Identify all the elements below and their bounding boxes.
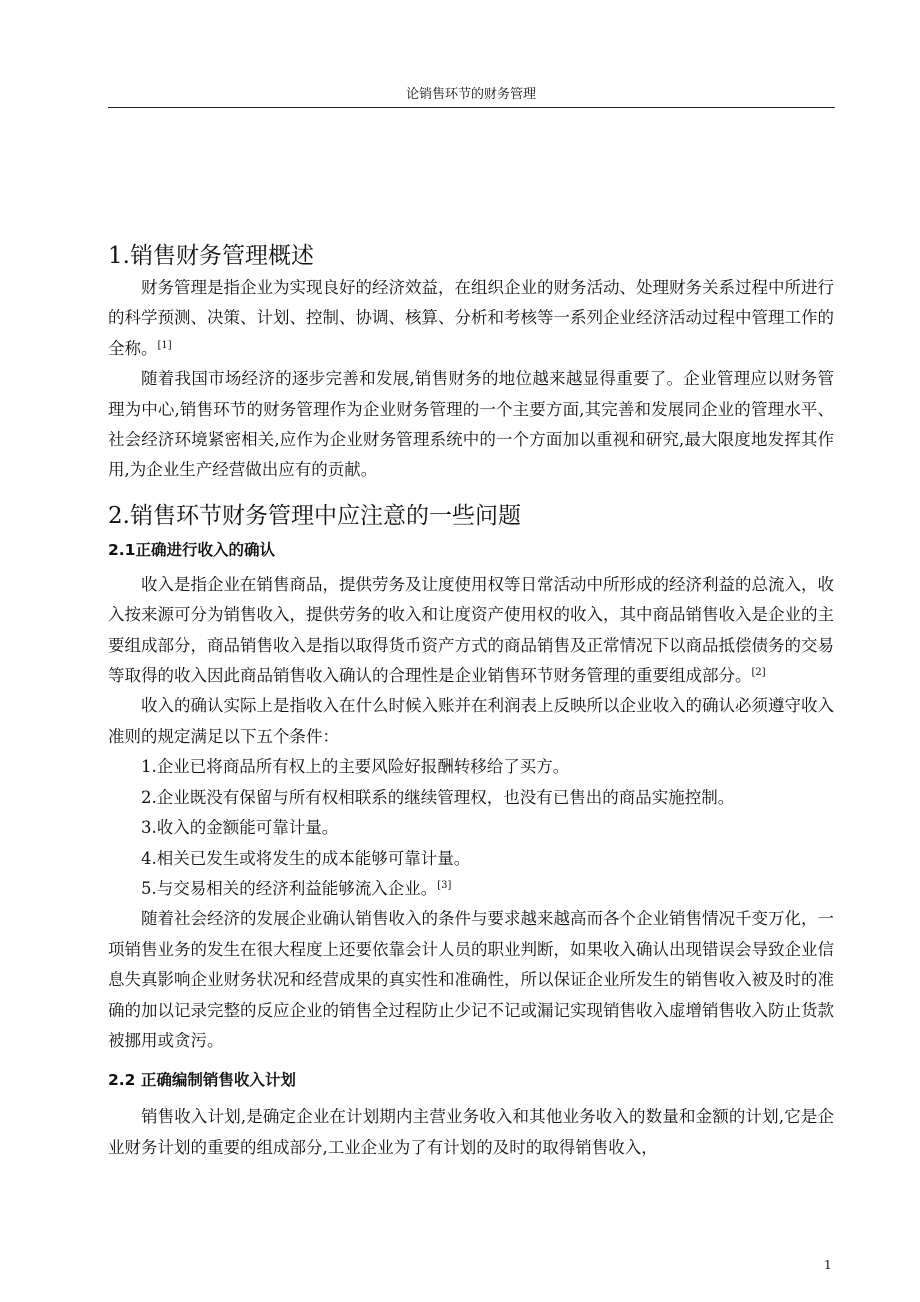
section-2-heading: 2.销售环节财务管理中应注意的一些问题 [108, 502, 521, 529]
citation-3: [3] [437, 879, 452, 891]
subsection-2-1-heading: 2.1正确进行收入的确认 [108, 540, 275, 559]
document-body [108, 240, 834, 1163]
page-number: 1 [824, 1258, 832, 1272]
list-item-text: 5.与交易相关的经济利益能够流入企业。 [141, 878, 438, 898]
subsection-2-2-heading: 2.2 正确编制销售收入计划 [108, 1071, 296, 1090]
list-item: 3.收入的金额能可靠计量。 [141, 818, 339, 838]
section-1-heading: 1.销售财务管理概述 [108, 243, 314, 269]
list-item: 4.相关已发生或将发生的成本能够可靠计量。 [141, 848, 471, 868]
paragraph-revenue-plan: 销售收入计划,是确定企业在计划期内主营业务收入和其他业务收入的数量和金额的计划,它是企业财务计划的重要的组成部分,工业企业为了有计划的及时的取得销售收入， [108, 1107, 834, 1157]
paragraph-revenue-definition [108, 570, 834, 692]
paragraph-definition [108, 273, 834, 364]
citation-1: [1] [157, 339, 172, 351]
list-item [108, 874, 834, 904]
list-item: 2.企业既没有保留与所有权相联系的继续管理权，也没有已售出的商品实施控制。 [141, 787, 735, 807]
citation-2: [2] [751, 667, 766, 679]
paragraph-importance: 随着我国市场经济的逐步完善和发展,销售财务的地位越来越显得重要了。企业管理应以财务管理为中心,销售环节的财务管理作为企业财务管理的一个主要方面,其完善和发展同企业的管理水平、社会经济环境紧密相关,应作为企业财务管理系统中的一个方面加以重视和研究,最大限度地发挥其作用,为企业生产经营做出应有的贡献。 [108, 369, 834, 480]
list-item: 1.企业已将商品所有权上的主要风险好报酬转移给了买方。 [141, 757, 570, 777]
paragraph-text: 收入是指企业在销售商品，提供劳务及让度使用权等日常活动中所形成的经济利益的总流入，收入按来源可分为销售收入，提供劳务的收入和让度资产使用权的收入，其中商品销售收入是企业的主要组成部分，商品销售收入是指以取得货币资产方式的商品销售及正常情况下以商品抵偿债务的交易等取得的收入因此商品销售收入确认的合理性是企业销售环节财务管理的重要组成部分。 [108, 574, 834, 686]
paragraph-judgment: 随着社会经济的发展企业确认销售收入的条件与要求越来越高而各个企业销售情况千变万化，一项销售业务的发生在很大程度上还要依靠会计人员的职业判断，如果收入确认出现错误会导致企业信息失真影响企业财务状况和经营成果的真实性和准确性，所以保证企业所发生的销售收入被及时的准确的加以记录完整的反应企业的销售全过程防止少记不记或漏记实现销售收入虚增销售收入防止货款被挪用或贪污。 [108, 909, 834, 1050]
header-rule [108, 107, 835, 108]
paragraph-text: 财务管理是指企业为实现良好的经济效益，在组织企业的财务活动、处理财务关系过程中所进行的科学预测、决策、计划、控制、协调、核算、分析和考核等一系列企业经济活动过程中管理工作的全称。 [108, 278, 834, 358]
paragraph-recognition-conditions: 收入的确认实际上是指收入在什么时候入账并在利润表上反映所以企业收入的确认必须遵守收入准则的规定满足以下五个条件： [108, 696, 834, 746]
running-header: 论销售环节的财务管理 [405, 87, 536, 102]
